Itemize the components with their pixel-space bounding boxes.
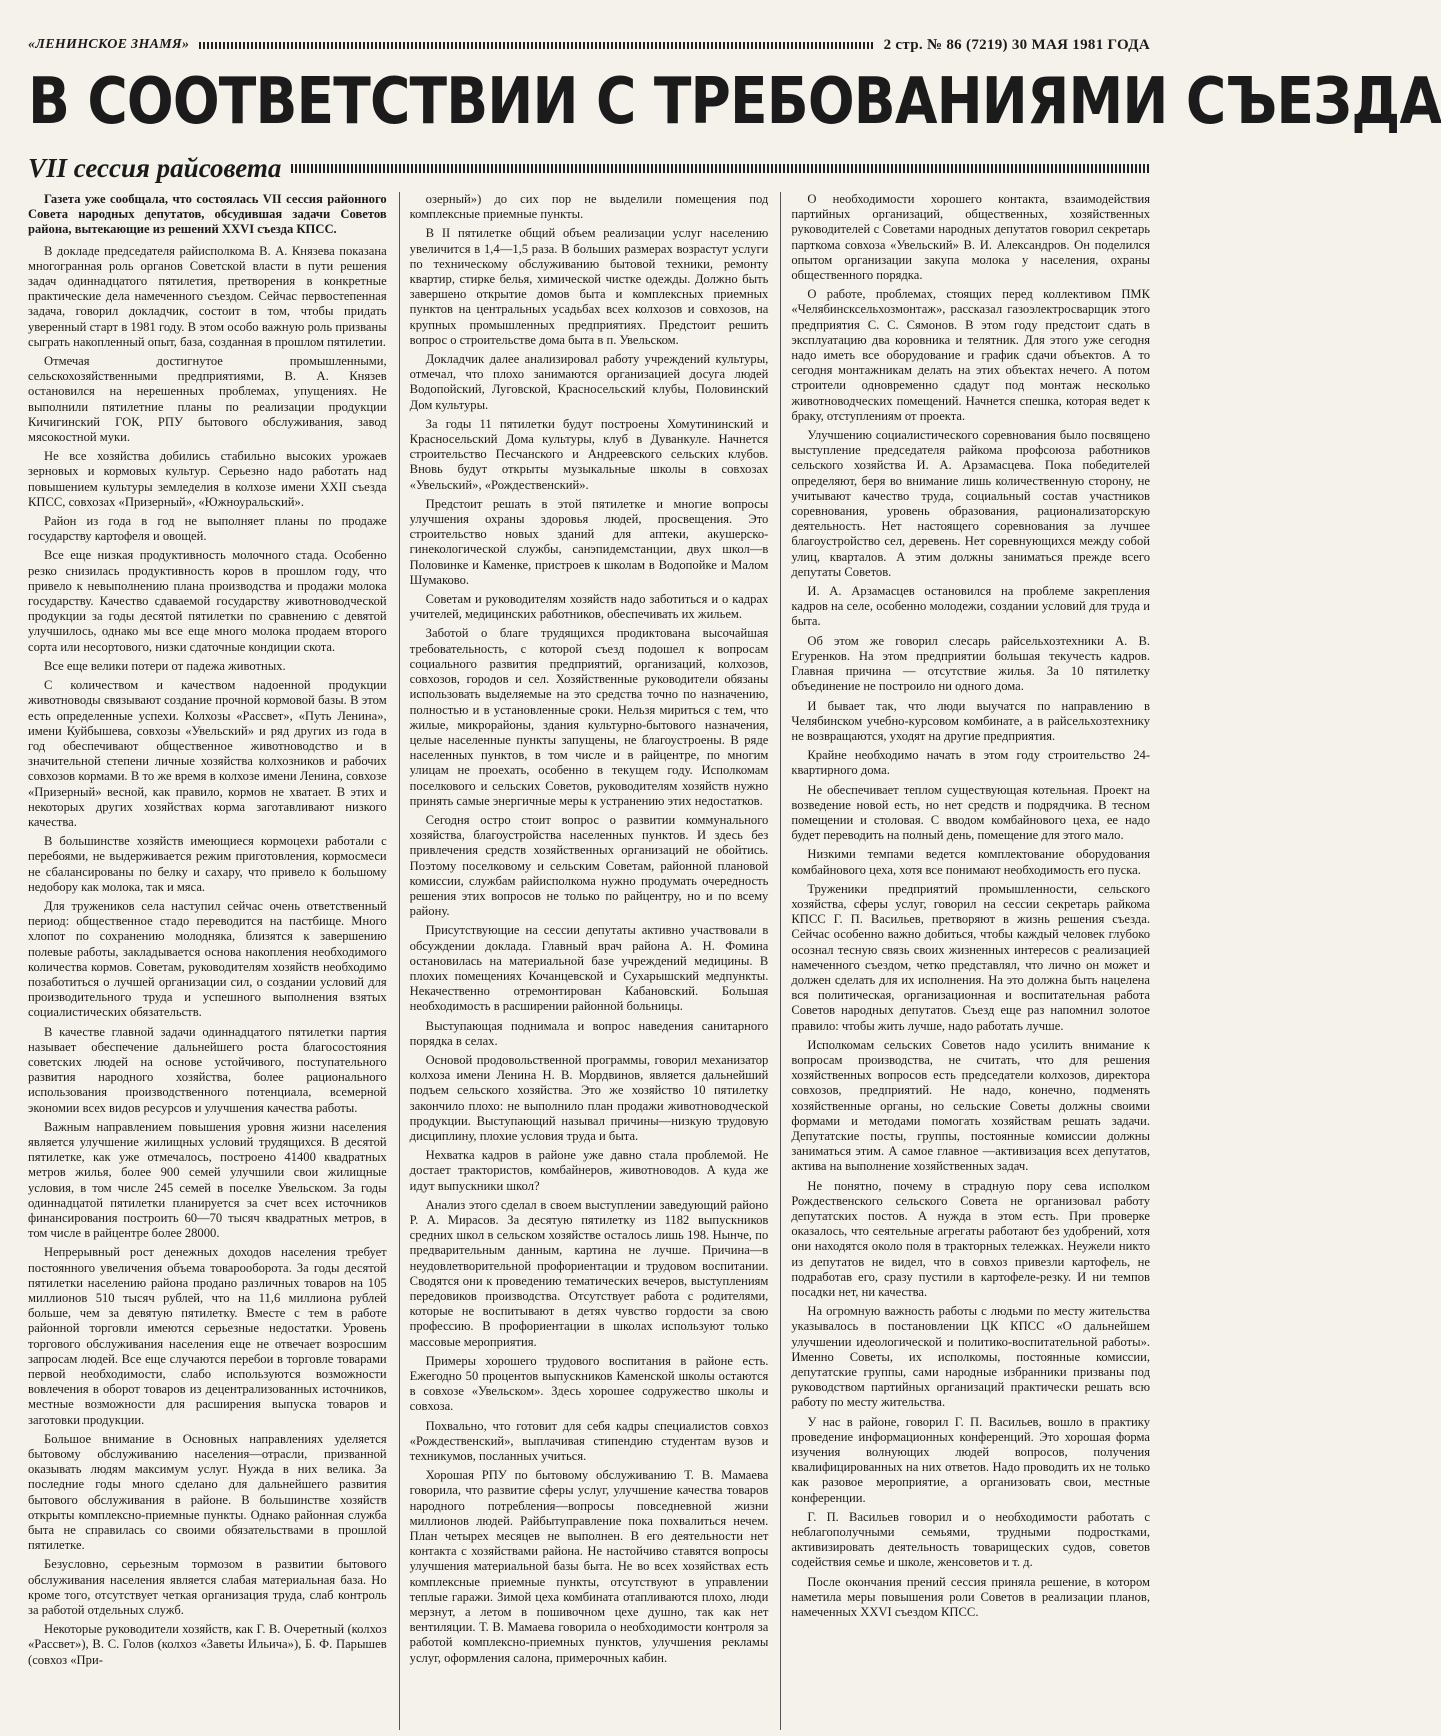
article-paragraph: Улучшению социалистического соревнования было посвящено выступление председателя райкома профсоюза работников сельского хозяйства И. А. Арзамасцева. Пока победителей определяют, беря во внимание лишь количественную сторону, не учитывают качество труда, социальный состав участников соревнования, уровень образования, рационализаторскую деятельность. Нет настоящего соревнования за лучшее благоустройство сел, деревень. Нет соревнующихся между собой улиц, кварталов. А этим должны заниматься прежде всего депутаты Советов. bbox=[791, 428, 1151, 579]
paper-name: «ЛЕНИНСКОЕ ЗНАМЯ» bbox=[28, 37, 190, 52]
article-paragraph: Район из года в год не выполняет планы по продаже государству картофеля и овощей. bbox=[28, 514, 387, 544]
article-paragraph: Важным направлением повышения уровня жизни населения является улучшение жилищных условий трудящихся. В десятой пятилетке, как уже отмечалось, построено 41400 квадратных метров жилья, более 900 семей улучшили свои жилищные условия, в том числе 245 семей в поселке Увельском. За годы одиннадцатой пятилетки планируется за счет всех источников финансирования построить 60—70 тысяч квадратных метров, в том числе в райцентре более 28000. bbox=[28, 1119, 387, 1241]
page-headline: В СООТВЕТСТВИИ С ТРЕБОВАНИЯМИ СЪЕЗДА bbox=[28, 65, 1441, 139]
subheadline-rule bbox=[291, 164, 1150, 173]
article-paragraph: В качестве главной задачи одиннадцатого пятилетки партия называет обеспечение дальнейшего роста благосостояния советских людей на основе устойчивого, поступательного развития народного хозяйства, более рационального использования производственного потенциала, всемерной экономии всех видов ресурсов и улучшения качества работы. bbox=[28, 1024, 387, 1115]
article-paragraph: Заботой о благе трудящихся продиктована высочайшая требовательность, с которой съезд подошел к вопросам социального развития предприятий, организаций, колхозов, совхозов, городов и сел. Хозяйственные руководители обязаны использовать выделяемые на это средства точно по назначению, полностью и в установленные сроки. Нельзя мириться с тем, что жилые, микрорайоны, здания культурно-бытового назначения, целые населенные пункты запущены, не благоустроены. В ряде населенных пунктов, в том числе и в райцентре, по многим улицам не проехать, особенно в текущем году. Исполкомам поселкового и сельских Советов, руководителям хозяйств нужно принять самые энергичные меры к устранению этих недостатков. bbox=[409, 626, 769, 808]
article-paragraph: Выступающая поднимала и вопрос наведения санитарного порядка в селах. bbox=[409, 1018, 769, 1048]
article-paragraph: Исполкомам сельских Советов надо усилить внимание к вопросам производства, не считать, что для решения хозяйственных вопросов есть председатели колхозов, директора совхозов, предприятий. Не надо, конечно, подменять хозяйственные органы, но сельские Советы должны своими формами и методами помогать хозяйствам решать задачи. Депутатские посты, группы, постоянные комиссии должны заниматься этим. А самое главное —активизация всех депутатов, актива на выполнение хозяйственных задач. bbox=[791, 1037, 1151, 1174]
article-paragraph: Некоторые руководители хозяйств, как Г. В. Очеретный (колхоз «Рассвет»), В. С. Голов (колхоз «Заветы Ильича»), Б. Ф. Парышев (совхоз «При- bbox=[28, 1622, 387, 1667]
article-paragraph: И бывает так, что люди выучатся по направлению в Челябинском учебно-курсовом комбинате, а в райсельхозтехнику не возвращаются, уходят на другие предприятия. bbox=[791, 698, 1151, 743]
article-paragraph: Анализ этого сделал в своем выступлении заведующий районо Р. А. Мирасов. За десятую пятилетку из 1182 выпускников средних школ в сельском хозяйстве осталось лишь 198. Нынче, по предварительным данным, картина не лучше. Причина—в неудовлетворительной профориентации и трудовом воспитании. Сводятся они к проведению тематических вечеров, выступлениям передовиков производства. Отсутствует работа с родителями, которые не воспитывают в детях чувство гордости за свою профессию. В профориентации в школах используют только массовые мероприятия. bbox=[409, 1197, 769, 1349]
article-paragraph: озерный») до сих пор не выделили помещения под комплексные приемные пункты. bbox=[409, 192, 769, 222]
article-paragraph: Похвально, что готовит для себя кадры специалистов совхоз «Рождественский», выплачивая стипендию студентам вузов и техникумов, посланных учиться. bbox=[409, 1418, 769, 1464]
article-paragraph: Безусловно, серьезным тормозом в развитии бытового обслуживания населения является слабая материальная база. Но кроме того, отсутствует четкая организация труда, слаб контроль за работой отдельных служб. bbox=[28, 1557, 387, 1618]
article-lead: Газета уже сообщала, что состоялась VII сессия районного Совета народных депутатов, обсудившая задачи Советов района, вытекающие из решений XXVI съезда КПСС. bbox=[28, 192, 387, 237]
article-paragraph: Г. П. Васильев говорил и о необходимости работать с неблагополучными семьями, трудными подростками, активизировать деятельность товарищеских судов, советов содействия семье и школе, женсоветов и т. д. bbox=[791, 1509, 1151, 1570]
article-paragraph: Все еще велики потери от падежа животных. bbox=[44, 658, 286, 673]
article-paragraph: Основой продовольственной программы, говорил механизатор колхоза имени Ленина Н. В. Мордвинов, является дальнейший подъем сельского хозяйства. Это же хозяйство 10 пятилетку закончило плохо: не выполнило план продажи животноводческой продукции. Выступающий называл причины—низкую трудовую дисциплину, плохие условия труда и быта. bbox=[409, 1052, 769, 1143]
subheadline: VII сессия райсовета bbox=[28, 152, 282, 183]
article-paragraph: За годы 11 пятилетки будут построены Хомутининский и Красносельский Дома культуры, клуб в Дуванкуле. Начнется строительство Песчанского и Андреевского сельских клубов. Вновь будут открыты музыкальные школы в совхозах «Увельский», «Рождественский». bbox=[409, 416, 769, 492]
article-columns bbox=[28, 192, 1150, 1730]
issue-info: 2 стр. № 86 (7219) 30 МАЯ 1981 ГОДА bbox=[883, 36, 1150, 53]
article-paragraph: Низкими темпами ведется комплектование оборудования комбайнового цеха, хотя все понимают необходимость его пуска. bbox=[791, 847, 1151, 877]
article-paragraph: Примеры хорошего трудового воспитания в районе есть. Ежегодно 50 процентов выпускников Каменской школы остаются в совхозе «Увельском». Здесь хорошее содружество школы и совхоза. bbox=[409, 1353, 769, 1414]
article-paragraph: Крайне необходимо начать в этом году строительство 24-квартирного дома. bbox=[791, 748, 1151, 778]
article-paragraph: Не все хозяйства добились стабильно высоких урожаев зерновых и кормовых культур. Серьезно надо работать над повышением культуры земледелия в колхозе имени XXII съезда КПСС, совхозах «Призерный», «Южноуральский». bbox=[28, 449, 387, 509]
article-paragraph: Не понятно, почему в страдную пору сева исполком Рождественского сельского Совета не организовал работу депутатских постов. А нужда в этом есть. При проверке оказалось, что сеятельные агрегаты работают без удобрений, хотя они находятся около поля в тракторных тележках. Неужели никто из депутатов не видел, что в совхоз привезли картофель, не подработав его, сразу пустили в картофеле-резку. И ни темпов посадки нет, ни качества. bbox=[791, 1178, 1151, 1300]
article-paragraph: Большое внимание в Основных направлениях уделяется бытовому обслуживанию населения—отрасли, призванной оказывать людям максимум услуг. Нужда в них велика. За последние годы много сделано для дальнейшего развития бытового обслуживания в районе. В большинстве хозяйств открыты комплексно-приемные пункты. Однако районная служба быта не справилась со своими обязательствами в прошлой пятилетке. bbox=[28, 1431, 387, 1553]
article-column-2 bbox=[399, 192, 769, 1730]
article-paragraph: Для тружеников села наступил сейчас очень ответственный период: общественное стадо переводится на пастбище. Много хлопот по сохранению молодняка, близятся к завершению полевые работы, закладывается основа накопления необходимого количества кормов. Советам, руководителям хозяйств необходимо позаботиться о лучшей организации сил, о создании условий для производительного труда и успешного выполнения взятых социалистических обязательств. bbox=[28, 898, 387, 1020]
article-paragraph: С количеством и качеством надоенной продукции животноводы связывают создание прочной кормовой базы. В этом есть определенные успехи. Колхозы «Рассвет», «Путь Ленина», имени Куйбышева, совхозы «Увельский» и ряд других из года в год обеспечивают общественное животноводство и в значительной степени личные хозяйства колхозников и рабочих совхозов кормами. В то же время в колхозе имени Ленина, совхозе «Призерный» весной, как правило, кормов не хватает. В этих и некоторых других хозяйствах корма заготавливают низкого качества. bbox=[28, 678, 387, 829]
article-paragraph: После окончания прений сессия приняла решение, в котором наметила меры повышения роли Советов в реализации планов, намеченных XXVI съездом КПСС. bbox=[791, 1574, 1151, 1620]
article-paragraph: В II пятилетке общий объем реализации услуг населению увеличится в 1,4—1,5 раза. В больших размерах возрастут услуги по техническому обслуживанию бытовой техники, ремонту квартир, стирке белья, химической чистке одежды. Должно быть завершено открытие домов быта и комплексных приемных пунктов на центральных усадьбах всех колхозов и совхозов, на крупных промышленных предприятиях. Предстоит решить вопрос о строительстве дома быта в п. Увельском. bbox=[409, 226, 769, 347]
article-paragraph: Не обеспечивает теплом существующая котельная. Проект на возведение новой есть, но нет средств и подрядчика. В тесном помещении и столовая. С вводом комбайнового цеха, ее надо будет переводить на полный день, помещение для этого мало. bbox=[791, 782, 1151, 843]
article-paragraph: Хорошая РПУ по бытовому обслуживанию Т. В. Мамаева говорила, что развитие сферы услуг, улучшение качества товаров народного потребления—вопросы повседневной жизни миллионов людей. Райбытуправление пока похвалиться нечем. План четырех месяцев не выполнен. В его деятельности нет контакта с хозяйствами района. Не настойчиво ставятся вопросы улучшения материальной базы быта. Не во всех хозяйствах есть комплексные приемные пункты, отсутствуют в управлении теплые гаражи. Зимой цеха комбината отапливаются плохо, люди мерзнут, а летом в пошивочном цехе душно, так как нет вентиляции. Т. В. Мамаева говорила о необходимости контроля за работой комплексно-приемных пунктов, улучшения рекламы услуг, оформления салона, примерочных кабин. bbox=[409, 1468, 769, 1665]
masthead-rule bbox=[199, 42, 873, 49]
article-column-3 bbox=[780, 192, 1150, 1730]
article-paragraph: В докладе председателя райисполкома В. А. Князева показана многогранная роль органов Советской власти в пути решения задач одиннадцатого пятилетия, претворения в конкретные практические дела намеченного съездом. Сейчас первостепенная задача, говорил докладчик, состоит в том, чтобы придать уверенный старт в 1981 году. В этом особо важную роль призваны сыграть накопленный опыт, база, созданная в прошлом пятилетии. bbox=[28, 243, 387, 349]
article-paragraph: Сегодня остро стоит вопрос о развитии коммунального хозяйства, благоустройства населенных пунктов. И здесь без привлечения средств хозяйственных организаций не обойтись. Поэтому поселковому и сельским Советам, районной плановой комиссии, службам райисполкома нужно продумать очередность решения этих вопросов не только по райцентру, но и по всему району. bbox=[409, 812, 769, 919]
article-paragraph: Советам и руководителям хозяйств надо заботиться и о кадрах учителей, медицинских работников, обеспечивать их жильем. bbox=[409, 592, 769, 622]
article-paragraph: На огромную важность работы с людьми по месту жительства указывалось в постановлении ЦК КПСС «О дальнейшем улучшении идеологической и политико-воспитательной работы». Именно Советы, их исполкомы, постоянные комиссии, депутатские группы, сами народные избранники призваны под руководством партийных организаций практически решать всю работу по месту жительства. bbox=[791, 1304, 1151, 1410]
article-paragraph: Все еще низкая продуктивность молочного стада. Особенно резко снизилась продуктивность коров в прошлом году, что привело к невыполнению плана производства и продажи молока государству. Качество сдаваемой государству животноводческой продукции за годы десятой пятилетки по сравнению с девятой улучшилось, однако мы все еще много молока продаем второго сорта или несортового, низки сдаточные кондиции скота. bbox=[28, 548, 387, 654]
article-column-1 bbox=[28, 192, 387, 1730]
article-paragraph: Докладчик далее анализировал работу учреждений культуры, отмечал, что плохо занимаются организацией досуга людей Водопойский, Луговской, Красносельский клубы, Половинский Дом культуры. bbox=[409, 352, 769, 412]
article-paragraph: В большинстве хозяйств имеющиеся кормоцехи работали с перебоями, не выдерживается режим приготовления, кормосмеси не сбалансированы по белку и сахару, что привело к большому недобору как молока, так и мяса. bbox=[28, 834, 387, 894]
article-paragraph: И. А. Арзамасцев остановился на проблеме закрепления кадров на селе, особенно молодежи, создании условий для труда и быта. bbox=[791, 584, 1151, 629]
article-paragraph: Об этом же говорил слесарь райсельхозтехники А. В. Егуренков. На этом предприятии большая текучесть кадров. Главная причина — отсутствие жилья. За 10 пятилетку объединение не построило ни одного дома. bbox=[791, 633, 1151, 694]
article-paragraph: Присутствующие на сессии депутаты активно участвовали в обсуждении доклада. Главный врач района А. Н. Фомина остановилась на материальной базе учреждений медицины. В плохих помещениях Кочанцевской и Сухарышский медпункты. Некачественно отремонтирован Кабановский. Большая необходимость в расширении районной больницы. bbox=[409, 923, 769, 1014]
article-paragraph: Отмечая достигнутое промышленными, сельскохозяйственными предприятиями, В. А. Князев остановился на нерешенных проблемах, упущениях. Не выполнили пятилетние планы по реализации продукции Кичигинский ГОК, РПУ бытового обслуживания, завод мясокостной муки. bbox=[28, 354, 387, 445]
subheadline-row bbox=[28, 148, 1150, 188]
article-paragraph: Предстоит решать в этой пятилетке и многие вопросы улучшения охраны здоровья людей, просвещения. Это строительство новых зданий для аптеки, акушерско-гинекологической службы, санэпидемстанции, двух школ—в Половинке и Каменке, пристроев к школам в Водопойке и Малом Шумаково. bbox=[409, 496, 769, 587]
article-paragraph: Нехватка кадров в районе уже давно стала проблемой. Не достает трактористов, комбайнеров, животноводов. А куда же идут выпускники школ? bbox=[409, 1148, 769, 1193]
article-paragraph: О работе, проблемах, стоящих перед коллективом ПМК «Челябинсксельхозмонтаж», рассказал газоэлектросварщик этого предприятия С. С. Сямонов. В этом году предстоит сдать в эксплуатацию два коровника и телятник. Для этого уже сегодня надо иметь все оборудование и график сдачи объектов. А то сегодня монтажникам делать на этих объектах нечего. А потом строители одновременно сдадут под монтаж несколько животноводческих помещений. Начнется спешка, которая ведет к браку, отступлениям от проекта. bbox=[791, 287, 1151, 423]
masthead bbox=[28, 34, 1150, 56]
article-paragraph: У нас в районе, говорил Г. П. Васильев, вошло в практику проведение информационных конференций. Это хорошая форма изучения волнующих людей вопросов, получения квалифицированных на них ответов. Надо проводить их не только как разовое мероприятие, а организовать свои, местные конференции. bbox=[791, 1414, 1151, 1505]
article-paragraph: О необходимости хорошего контакта, взаимодействия партийных организаций, общественных, хозяйственных руководителей с Советами народных депутатов говорил секретарь парткома совхоза «Увельский» В. И. Александров. Он поделился опытом организации закупа молока у населения, охраны общественного порядка. bbox=[791, 192, 1151, 283]
article-paragraph: Непрерывный рост денежных доходов населения требует постоянного увеличения объема товарооборота. За годы десятой пятилетки населению района продано различных товаров на 105 миллионов 510 тысяч рублей, что на 11,6 миллиона рублей больше, чем за девятую пятилетку. Вместе с тем в работе районной торговли имеются серьезные недостатки. Уровень торгового обслуживания населения еще не отвечает возросшим запросам людей. Все еще случаются перебои в торговле товарами первой необходимости, слабо используются возможности вовлечения в оборот товаров из децентрализованных источников, местные возможности для расширения выпуска товаров и заготовки продукции. bbox=[28, 1245, 387, 1427]
article-paragraph: Труженики предприятий промышленности, сельского хозяйства, сферы услуг, говорил на сессии секретарь райкома КПСС Г. П. Васильев, претворяют в жизнь решения съезда. Сейчас особенно важно добиться, чтобы каждый человек глубоко осознал тесную связь своих жизненных интересов с реализацией намеченного съездом, четко представлял, что лично он может и должен сделать для их исполнения. На это должна быть нацелена вся политическая, организационная и воспитательная работа Советов народных депутатов. Съезд еще раз напомнил золотое правило: чтобы жить лучше, надо работать лучше. bbox=[791, 881, 1151, 1033]
